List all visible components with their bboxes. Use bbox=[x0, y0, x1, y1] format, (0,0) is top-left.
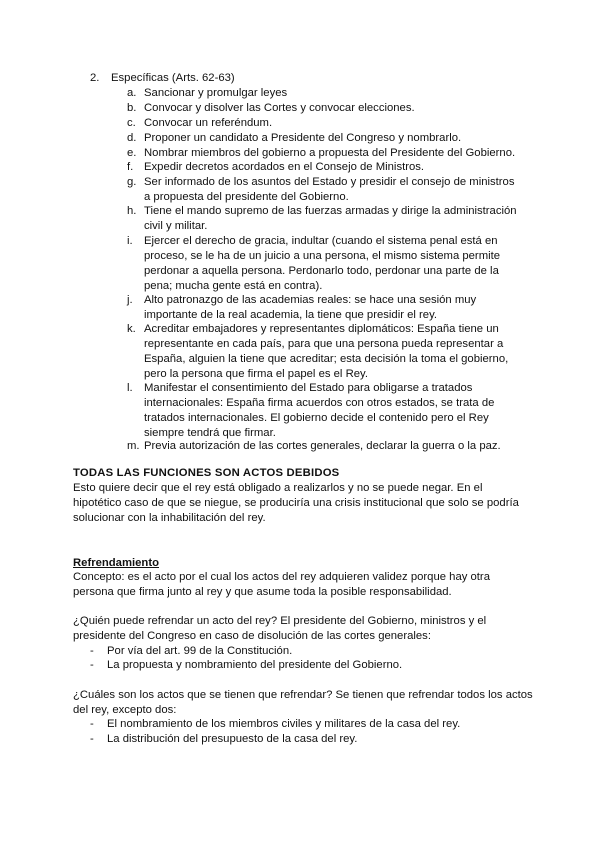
dash-item-text: La distribución del presupuesto de la casa del rey. bbox=[107, 733, 358, 745]
sub-item-text: Nombrar miembros del gobierno a propuesta del Presidente del Gobierno. bbox=[144, 147, 516, 159]
dash-item-text: El nombramiento de los miembros civiles y militares de la casa del rey. bbox=[107, 718, 461, 730]
refrendamiento-title: Refrendamiento bbox=[73, 557, 159, 569]
sub-item-label: m. bbox=[127, 440, 140, 452]
sub-item-label: l. bbox=[127, 382, 133, 394]
sub-item-label: a. bbox=[127, 87, 137, 99]
actos-debidos-paragraph: Esto quiere decir que el rey está obligado a realizarlos y no se puede negar. En el hipotético caso de que se niegue, se produciría una crisis institucional que solo se podría solucionar con la inhabilitación del rey. bbox=[73, 482, 519, 524]
sub-item-label: j. bbox=[127, 294, 133, 306]
sub-item-text: Proponer un candidato a Presidente del Congreso y nombrarlo. bbox=[144, 132, 462, 144]
sub-item-text: Ejercer el derecho de gracia, indultar (cuando el sistema penal está en proceso, se le ha de un juicio a una persona, el mismo sistema permite perdonar a aquella persona. Perdonarlo todo, perdonar una parte de la pena; mucha gente está en contra). bbox=[144, 235, 501, 292]
sub-item-label: h. bbox=[127, 205, 137, 217]
sub-item-text: Acreditar embajadores y representantes diplomáticos: España tiene un representante en cada país, para que una persona pueda representar a España, alguien la tiene que acreditar; esta decisión la toma el gobierno, pero la persona que firma el papel es el Rey. bbox=[144, 323, 509, 380]
list-item-title: Específicas (Arts. 62-63) bbox=[111, 72, 235, 84]
sub-item-label: e. bbox=[127, 147, 137, 159]
sub-item-text: Alto patronazgo de las academias reales: se hace una sesión muy importante de la real academia, la tiene que presidir el rey. bbox=[144, 294, 477, 321]
sub-item-label: i. bbox=[127, 235, 133, 247]
sub-item-text: Convocar y disolver las Cortes y convocar elecciones. bbox=[144, 102, 415, 114]
quien-paragraph: ¿Quién puede refrendar un acto del rey? El presidente del Gobierno, ministros y el presidente del Congreso en caso de disolución de las cortes generales: bbox=[73, 615, 487, 642]
list-number: 2. bbox=[90, 72, 100, 84]
dash-marker: - bbox=[90, 645, 94, 657]
sub-item-label: c. bbox=[127, 117, 136, 129]
dash-item-text: Por vía del art. 99 de la Constitución. bbox=[107, 645, 293, 657]
dash-marker: - bbox=[90, 659, 94, 671]
sub-item-text: Previa autorización de las cortes generales, declarar la guerra o la paz. bbox=[144, 440, 501, 452]
sub-item-text: Ser informado de los asuntos del Estado y presidir el consejo de ministros a propuesta del presidente del Gobierno. bbox=[144, 176, 515, 203]
sub-item-label: d. bbox=[127, 132, 137, 144]
sub-item-label: b. bbox=[127, 102, 137, 114]
sub-item-label: k. bbox=[127, 323, 136, 335]
sub-item-text: Manifestar el consentimiento del Estado para obligarse a tratados internacionales: España firma acuerdos con otros estados, se trata de tratados internacionales. El gobierno decide el contenido pero el Rey siempre tendrá que firmar. bbox=[144, 382, 495, 439]
sub-item-text: Sancionar y promulgar leyes bbox=[144, 87, 288, 99]
sub-item-text: Tiene el mando supremo de las fuerzas armadas y dirige la administración civil y militar. bbox=[144, 205, 517, 232]
dash-marker: - bbox=[90, 733, 94, 745]
dash-marker: - bbox=[90, 718, 94, 730]
dash-item-text: La propuesta y nombramiento del presidente del Gobierno. bbox=[107, 659, 403, 671]
sub-item-text: Convocar un referéndum. bbox=[144, 117, 273, 129]
concepto-paragraph: Concepto: es el acto por el cual los actos del rey adquieren validez porque hay otra persona que firma junto al rey y que asume toda la posible responsabilidad. bbox=[73, 571, 490, 598]
sub-item-label: g. bbox=[127, 176, 137, 188]
sub-item-label: f. bbox=[127, 161, 134, 173]
section-heading: TODAS LAS FUNCIONES SON ACTOS DEBIDOS bbox=[73, 467, 340, 479]
cuales-paragraph: ¿Cuáles son los actos que se tienen que refrendar? Se tienen que refrendar todos los actos del rey, excepto dos: bbox=[73, 689, 533, 716]
sub-item-text: Expedir decretos acordados en el Consejo de Ministros. bbox=[144, 161, 425, 173]
